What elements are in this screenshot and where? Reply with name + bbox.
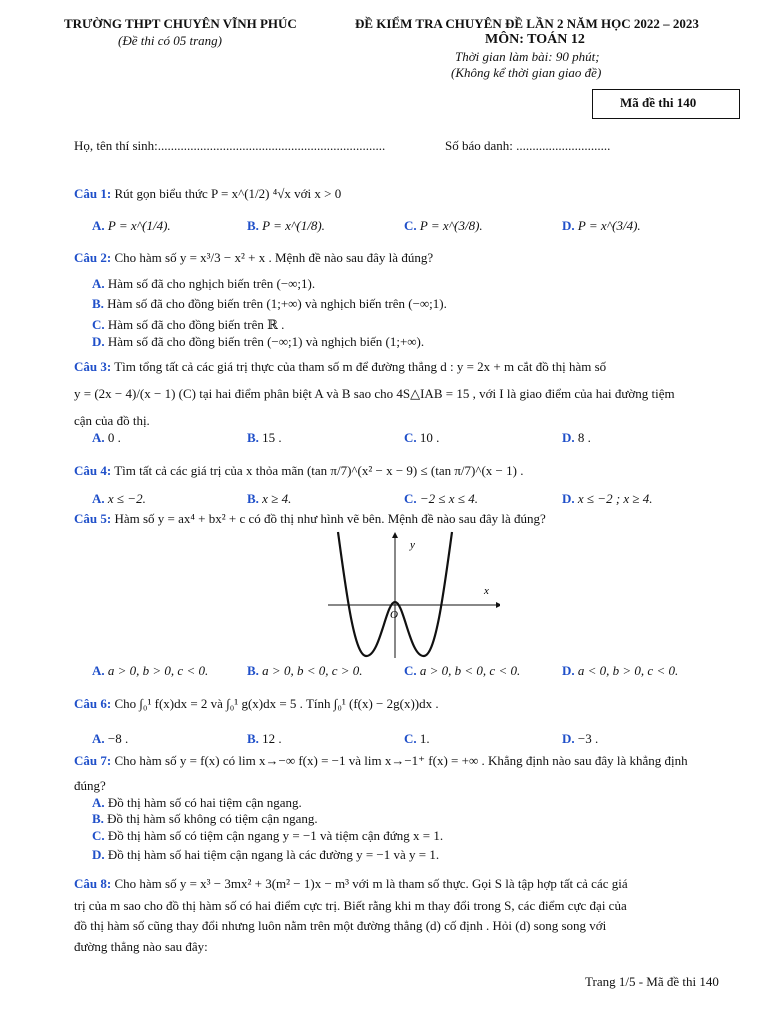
- q5-option-a: A. a > 0, b > 0, c < 0.: [92, 663, 209, 678]
- q3-option-a: A. 0 .: [92, 430, 121, 445]
- q2-option-b: B. Hàm số đã cho đồng biến trên (1;+∞) và nghịch biến trên (−∞;1).: [92, 296, 447, 311]
- q1-option-b: B. P = x^(1/8).: [247, 218, 325, 233]
- q5-option-d: D. a < 0, b > 0, c < 0.: [562, 663, 679, 678]
- question-3: Câu 3: Tìm tổng tất cả các giá trị thực của tham số m để đường thẳng d : y = 2x + m cắt đồ thị hàm số: [74, 359, 607, 374]
- q5-option-c: C. a > 0, b < 0, c < 0.: [404, 663, 521, 678]
- x-axis-label: x: [484, 585, 489, 597]
- question-8-line4: đường thẳng nào sau đây:: [74, 939, 208, 954]
- exam-title: ĐỀ KIỂM TRA CHUYÊN ĐỀ LẦN 2 NĂM HỌC 2022 – 2023: [355, 16, 699, 31]
- q7-option-a: A. Đồ thị hàm số có hai tiệm cận ngang.: [92, 795, 302, 810]
- question-6: Câu 6: Cho ∫₀¹ f(x)dx = 2 và ∫₀¹ g(x)dx = 5 . Tính ∫₀¹ (f(x) − 2g(x))dx .: [74, 696, 439, 711]
- school-name: TRƯỜNG THPT CHUYÊN VĨNH PHÚC: [64, 16, 297, 31]
- candidate-name: Họ, tên thí sinh:......................................................................: [74, 138, 386, 153]
- q3-option-d: D. 8 .: [562, 430, 591, 445]
- q6-option-d: D. −3 .: [562, 731, 599, 746]
- candidate-id: Số báo danh: .............................: [445, 138, 611, 153]
- question-3-line2: y = (2x − 4)/(x − 1) (C) tại hai điểm phân biệt A và B sao cho 4S△IAB = 15 , với I là giao điểm của hai đường tiệm: [74, 386, 675, 401]
- q6-option-c: C. 1.: [404, 731, 430, 746]
- question-label: Câu 1:: [74, 186, 112, 201]
- exam-time-note: (Không kể thời gian giao đề): [451, 65, 602, 80]
- exam-code: Mã đề thi 140: [620, 95, 697, 110]
- q1-option-a: A. P = x^(1/4).: [92, 218, 171, 233]
- q4-option-c: C. −2 ≤ x ≤ 4.: [404, 491, 478, 506]
- question-3-line3: cận của đồ thị.: [74, 413, 150, 428]
- exam-time: Thời gian làm bài: 90 phút;: [455, 49, 600, 64]
- q3-option-c: C. 10 .: [404, 430, 440, 445]
- q6-option-b: B. 12 .: [247, 731, 282, 746]
- pages-note: (Đề thi có 05 trang): [118, 33, 222, 48]
- q4-option-d: D. x ≤ −2 ; x ≥ 4.: [562, 491, 653, 506]
- question-4: Câu 4: Tìm tất cả các giá trị của x thỏa mãn (tan π/7)^(x² − x − 9) ≤ (tan π/7)^(x − 1) .: [74, 463, 524, 478]
- q1-option-c: C. P = x^(3/8).: [404, 218, 483, 233]
- q6-option-a: A. −8 .: [92, 731, 129, 746]
- q7-option-c: C. Đồ thị hàm số có tiệm cận ngang y = −1 và tiệm cận đứng x = 1.: [92, 828, 444, 843]
- q2-option-d: D. Hàm số đã cho đồng biến trên (−∞;1) và nghịch biến (1;+∞).: [92, 334, 425, 349]
- q7-option-b: B. Đồ thị hàm số không có tiệm cận ngang.: [92, 811, 318, 826]
- page-footer: Trang 1/5 - Mã đề thi 140: [585, 974, 719, 989]
- question-text: Rút gọn biểu thức P = x^(1/2) ⁴√x với x > 0: [114, 186, 342, 201]
- subject: MÔN: TOÁN 12: [485, 32, 585, 47]
- question-7: Câu 7: Cho hàm số y = f(x) có lim x→−∞ f(x) = −1 và lim x→−1⁺ f(x) = +∞ . Khẳng định nào sau đây là khẳng định: [74, 753, 688, 768]
- x-axis-arrow: [496, 602, 500, 608]
- y-axis-label: y: [410, 539, 415, 551]
- q5-option-b: B. a > 0, b < 0, c > 0.: [247, 663, 363, 678]
- origin-label: O: [390, 609, 398, 621]
- q7-option-d: D. Đồ thị hàm số hai tiệm cận ngang là các đường y = −1 và y = 1.: [92, 847, 440, 862]
- question-1: [74, 186, 341, 202]
- question-8-line3: đồ thị hàm số cũng thay đổi nhưng luôn nằm trên một đường thẳng (d) cố định . Hỏi (d) song song với: [74, 918, 607, 933]
- q1-option-d: D. P = x^(3/4).: [562, 218, 641, 233]
- q2-option-a: A. Hàm số đã cho nghịch biến trên (−∞;1).: [92, 276, 316, 291]
- question-7-line2: đúng?: [74, 778, 106, 793]
- question-2: Câu 2: Cho hàm số y = x³/3 − x² + x . Mệnh đề nào sau đây là đúng?: [74, 250, 434, 265]
- q2-option-c: C. Hàm số đã cho đồng biến trên ℝ .: [92, 317, 285, 332]
- q4-option-b: B. x ≥ 4.: [247, 491, 292, 506]
- q3-option-b: B. 15 .: [247, 430, 282, 445]
- question-8: Câu 8: Cho hàm số y = x³ − 3mx² + 3(m² − 1)x − m³ với m là tham số thực. Gọi S là tập hợp tất cả các giá: [74, 876, 628, 891]
- quartic-graph: [320, 530, 500, 660]
- question-5: Câu 5: Hàm số y = ax⁴ + bx² + c có đồ thị như hình vẽ bên. Mệnh đề nào sau đây là đúng?: [74, 511, 546, 526]
- y-axis-arrow: [392, 532, 398, 538]
- q4-option-a: A. x ≤ −2.: [92, 491, 146, 506]
- question-8-line2: trị của m sao cho đồ thị hàm số có hai điểm cực trị. Biết rằng khi m thay đổi trong S, các điểm cực đại của: [74, 898, 627, 913]
